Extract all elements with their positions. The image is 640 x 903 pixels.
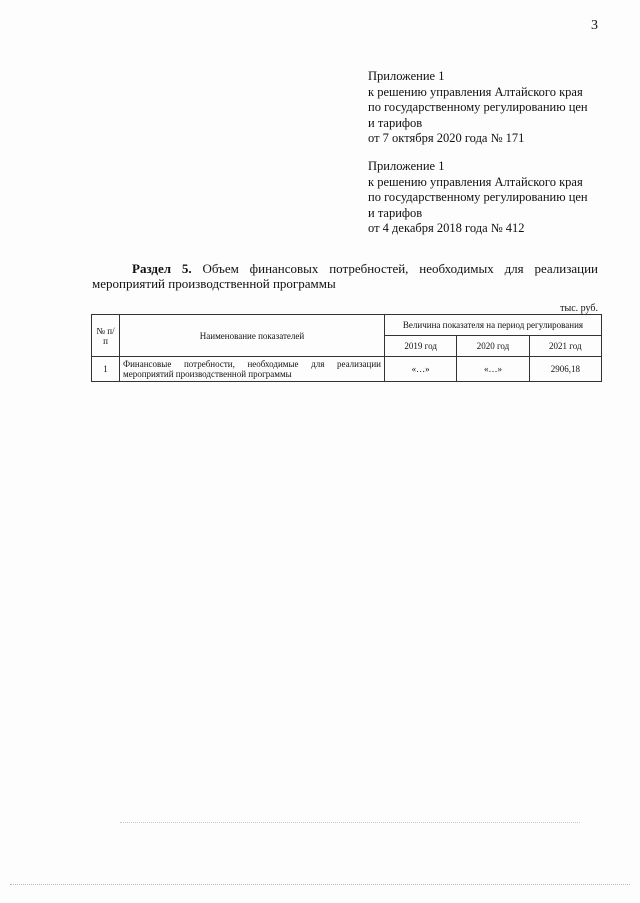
appendix-title: Приложение 1 <box>368 159 445 173</box>
page-bottom-line <box>10 884 630 885</box>
header-year: 2021 год <box>529 336 601 357</box>
page-number: 3 <box>591 18 598 33</box>
appendix-line: и тарифов <box>368 115 423 130</box>
appendix-line: по государственному регулированию цен <box>368 190 588 204</box>
section-label: Раздел 5. <box>132 261 192 276</box>
section-heading <box>92 261 598 291</box>
row-value: 2906,18 <box>529 357 601 382</box>
scan-artifact-line <box>120 822 580 823</box>
header-num: № п/п <box>92 315 120 357</box>
appendix-current-block <box>368 69 608 147</box>
appendix-date: от 4 декабря 2018 года № 412 <box>368 221 525 235</box>
appendix-line: к решению управления Алтайского края <box>368 84 583 99</box>
row-value: «…» <box>385 357 457 382</box>
header-year: 2019 год <box>385 336 457 357</box>
financial-needs-table <box>91 314 602 382</box>
row-num: 1 <box>92 357 120 382</box>
table-row <box>92 357 602 382</box>
header-period: Величина показателя на период регулирования <box>385 315 602 336</box>
unit-label: тыс. руб. <box>560 303 598 314</box>
section-text: Объем финансовых потребностей, необходимых для реализации мероприятий производственной программы <box>92 261 599 291</box>
appendix-previous-block <box>368 159 608 237</box>
appendix-date: от 7 октября 2020 года № 171 <box>368 131 525 145</box>
header-name: Наименование показателей <box>120 315 385 357</box>
appendix-line: к решению управления Алтайского края <box>368 174 583 189</box>
row-name: Финансовые потребности, необходимые для реализации мероприятий производственной программы <box>120 357 385 382</box>
header-year: 2020 год <box>457 336 529 357</box>
row-value: «…» <box>457 357 529 382</box>
appendix-title: Приложение 1 <box>368 69 445 83</box>
appendix-line: по государственному регулированию цен <box>368 100 588 114</box>
appendix-line: и тарифов <box>368 205 423 220</box>
